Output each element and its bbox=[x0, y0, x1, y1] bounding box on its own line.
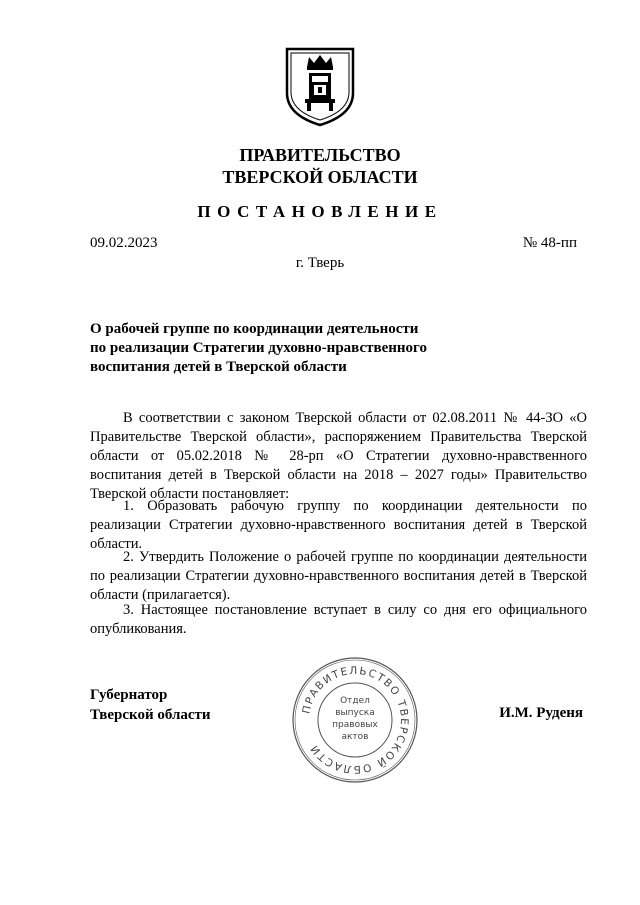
stamp-ring-text: ПРАВИТЕЛЬСТВО ТВЕРСКОЙ ОБЛАСТИ bbox=[300, 664, 411, 776]
organization-name-line1: ПРАВИТЕЛЬСТВО bbox=[239, 145, 401, 165]
document-title-line: по реализации Стратегии духовно-нравственного bbox=[90, 340, 427, 356]
signatory-name: И.М. Руденя bbox=[499, 705, 583, 721]
signatory-title-line2: Тверской области bbox=[90, 707, 211, 723]
signatory-title-line1: Губернатор bbox=[90, 687, 168, 703]
body-item-1: 1. Образовать рабочую группу по координации деятельности по реализации Стратегии духовно-нравственного воспитания детей в Тверской области. bbox=[90, 498, 587, 552]
stamp-inner-line: актов bbox=[341, 732, 369, 742]
organization-name-line2: ТВЕРСКОЙ ОБЛАСТИ bbox=[222, 167, 418, 187]
stamp-inner-line: правовых bbox=[332, 720, 378, 730]
document-type: ПОСТАНОВЛЕНИЕ bbox=[197, 202, 443, 221]
document-city: г. Тверь bbox=[295, 255, 345, 271]
body-item-2: 2. Утвердить Положение о рабочей группе по координации деятельности по реализации Стратегии духовно-нравственного воспитания детей в Тверской области (прилагается). bbox=[90, 549, 587, 603]
document-title-line: О рабочей группе по координации деятельности bbox=[90, 321, 419, 337]
signatory-title bbox=[90, 685, 211, 725]
body-item-3: 3. Настоящее постановление вступает в силу со дня его официального опубликования. bbox=[90, 602, 587, 637]
document-date: 09.02.2023 bbox=[90, 235, 158, 251]
document-title bbox=[90, 320, 450, 377]
document-number: № 48-пп bbox=[522, 235, 577, 251]
body-intro-paragraph: В соответствии с законом Тверской области от 02.08.2011 № 44-ЗО «О Правительстве Тверской области», распоряжением Правительства Тверской области от 05.02.2018 № 28-рп «О Стратегии духовно-нравственного воспитания детей в Тверской области на 2018 – 2027 годы» Правительство Тверской области постановляет: bbox=[90, 410, 587, 502]
coat-of-arms-icon bbox=[283, 45, 357, 127]
official-stamp bbox=[290, 655, 420, 785]
document-title-line: воспитания детей в Тверской области bbox=[90, 359, 347, 375]
stamp-inner-line: Отдел bbox=[340, 696, 370, 706]
stamp-inner-line: выпуска bbox=[335, 708, 375, 718]
